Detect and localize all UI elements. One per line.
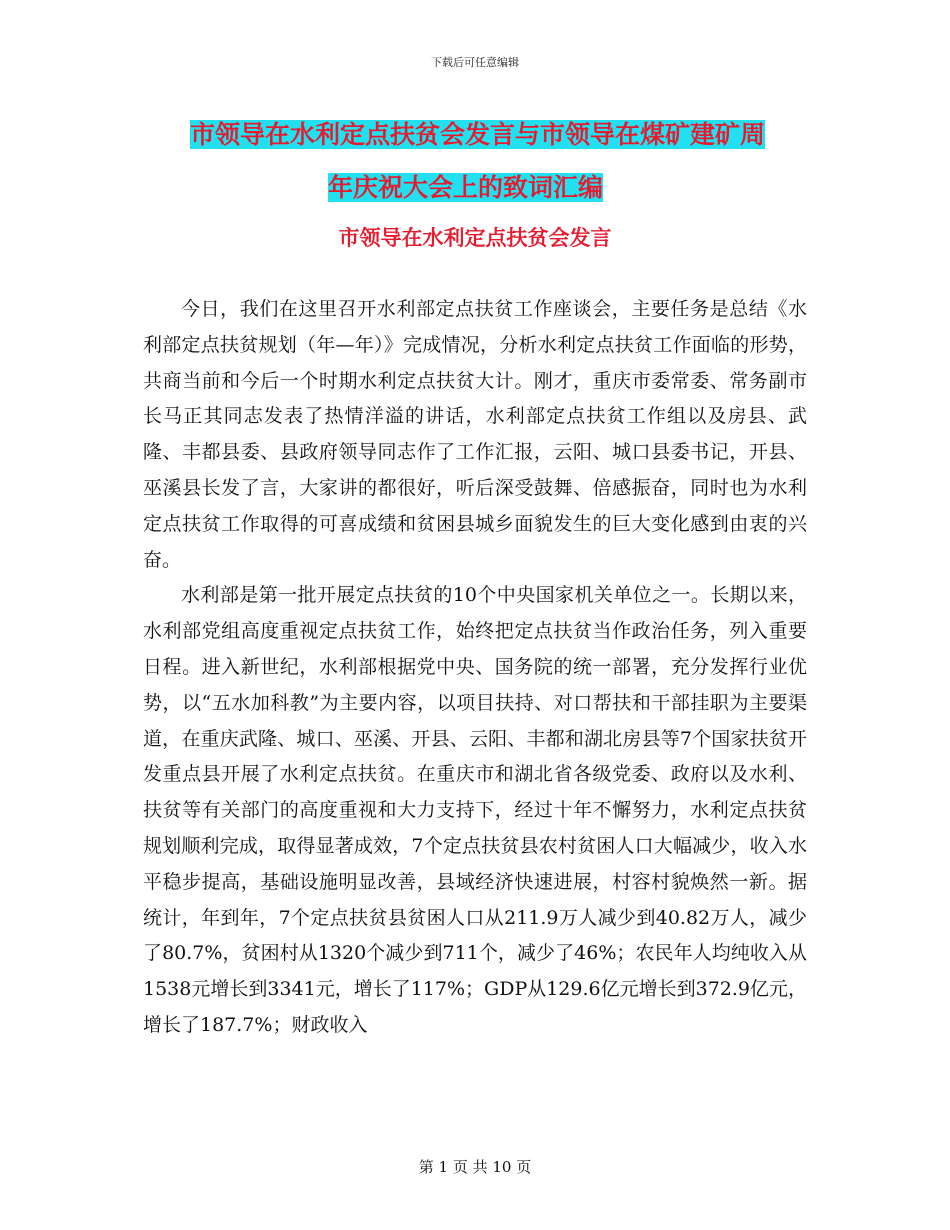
title-line-2-text: 年庆祝大会上的致词汇编 bbox=[328, 173, 604, 202]
title-line-1 bbox=[190, 108, 830, 161]
body-text bbox=[143, 292, 807, 1044]
title-line-2 bbox=[190, 161, 830, 214]
paragraph-2: 水利部是第一批开展定点扶贫的10个中央国家机关单位之一。长期以来，水利部党组高度重视定点扶贫工作，始终把定点扶贫当作政治任务，列入重要日程。进入新世纪，水利部根据党中央、国务院的统一部署，充分发挥行业优势，以“五水加科教”为主要内容，以项目扶持、对口帮扶和干部挂职为主要渠道，在重庆武隆、城口、巫溪、开县、云阳、丰都和湖北房县等7个国家扶贫开发重点县开展了水利定点扶贫。在重庆市和湖北省各级党委、政府以及水利、扶贫等有关部门的高度重视和大力支持下，经过十年不懈努力，水利定点扶贫规划顺利完成，取得显著成效，7个定点扶贫县农村贫困人口大幅减少，收入水平稳步提高，基础设施明显改善，县域经济快速进展，村容村貌焕然一新。据统计，年到年，7个定点扶贫县贫困人口从211.9万人减少到40.82万人，减少了80.7%，贫困村从1320个减少到711个，减少了46%；农民年人均纯收入从1538元增长到3341元，增长了117%；GDP从129.6亿元增长到372.9亿元，增长了187.7%；财政收入 bbox=[143, 584, 808, 1036]
header-note: 下载后可任意编辑 bbox=[431, 56, 519, 69]
paragraph-1: 今日，我们在这里召开水利部定点扶贫工作座谈会，主要任务是总结《水利部定点扶贫规划（年—年）》完成情况，分析水利定点扶贫工作面临的形势，共商当前和今后一个时期水利定点扶贫大计。刚才，重庆市委常委、常务副市长马正其同志发表了热情洋溢的讲话，水利部定点扶贫工作组以及房县、武隆、丰都县委、县政府领导同志作了工作汇报，云阳、城口县委书记，开县、巫溪县长发了言，大家讲的都很好，听后深受鼓舞、倍感振奋，同时也为水利定点扶贫工作取得的可喜成绩和贫困县城乡面貌发生的巨大变化感到由衷的兴奋。 bbox=[143, 298, 807, 571]
title-line-1-text: 市领导在水利定点扶贫会发言与市领导在煤矿建矿周 bbox=[190, 120, 766, 149]
document-title bbox=[190, 108, 830, 214]
page-footer: 第 1 页 共 10 页 bbox=[418, 1158, 532, 1176]
section-title: 市领导在水利定点扶贫会发言 bbox=[338, 226, 612, 250]
